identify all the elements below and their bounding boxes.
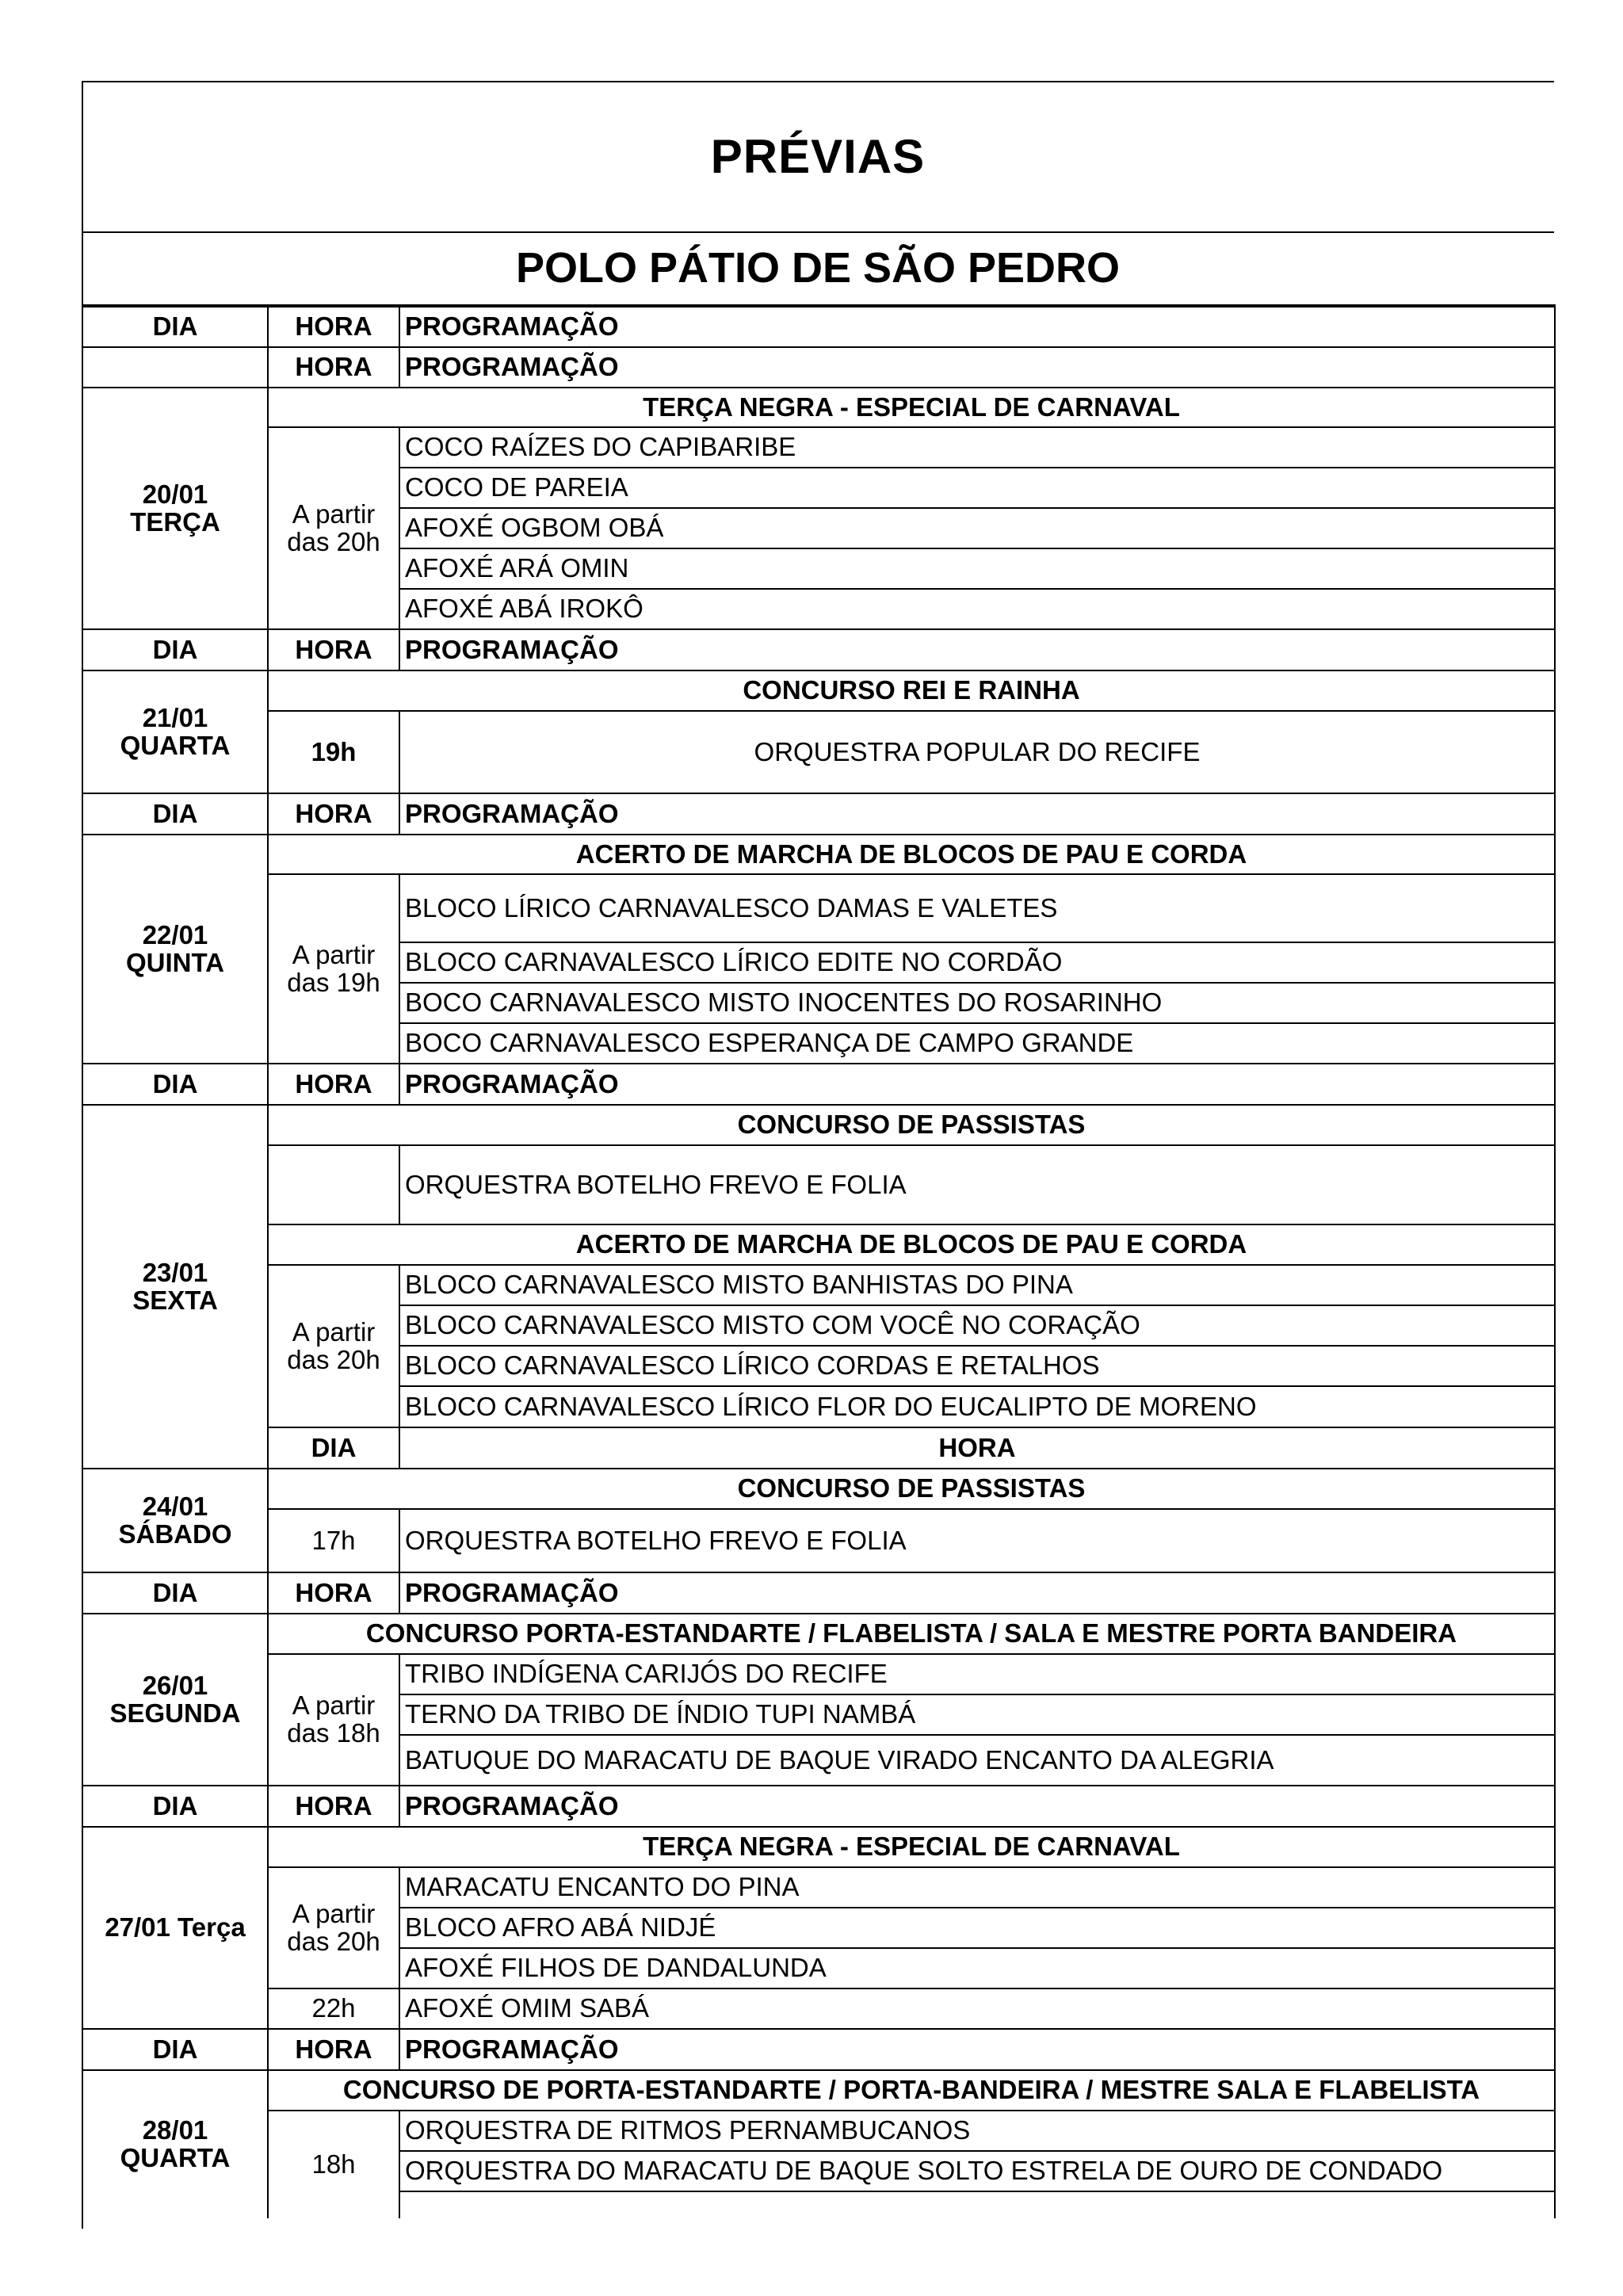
program-item: COCO DE PAREIA xyxy=(399,468,1555,508)
time-line-2: das 19h xyxy=(287,967,380,997)
header-row xyxy=(82,629,1555,670)
day-date: 23/01 xyxy=(142,1257,208,1287)
header-dia: DIA xyxy=(82,629,268,670)
header-programacao: PROGRAMAÇÃO xyxy=(399,347,1555,388)
header-programacao: PROGRAMAÇÃO xyxy=(399,1064,1555,1105)
program-item: AFOXÉ FILHOS DE DANDALUNDA xyxy=(399,1948,1555,1988)
program-item: ORQUESTRA POPULAR DO RECIFE xyxy=(399,711,1555,793)
header-dia: DIA xyxy=(268,1427,399,1469)
header-hora: HORA xyxy=(268,1064,399,1105)
program-item: AFOXÉ ARÁ OMIN xyxy=(399,548,1555,589)
time-line-2: das 20h xyxy=(287,1926,380,1956)
table-row xyxy=(82,1654,1555,1694)
time-line-1: A partir xyxy=(292,1690,376,1721)
header-hora: HORA xyxy=(268,1786,399,1827)
header-dia: DIA xyxy=(82,306,268,347)
event-title: CONCURSO DE PASSISTAS xyxy=(268,1105,1555,1145)
table-row xyxy=(82,2070,1555,2111)
day-cell xyxy=(82,835,268,1064)
schedule-table xyxy=(82,304,1556,2218)
day-date: 20/01 xyxy=(142,479,208,509)
table-row xyxy=(82,1867,1555,1908)
header-row xyxy=(82,1572,1555,1614)
time-line-2: das 20h xyxy=(287,526,380,556)
program-item: AFOXÉ ABÁ IROKÔ xyxy=(399,589,1555,629)
table-row xyxy=(82,427,1555,468)
header-row xyxy=(82,347,1555,388)
header-row xyxy=(82,2029,1555,2070)
header-dia: DIA xyxy=(82,2029,268,2070)
header-hora: HORA xyxy=(268,1572,399,1614)
table-row xyxy=(82,1988,1555,2029)
table-row xyxy=(82,1224,1555,1265)
program-item: ORQUESTRA DO MARACATU DE BAQUE SOLTO ESTRELA DE OURO DE CONDADO xyxy=(399,2151,1555,2191)
program-item: BLOCO LÍRICO CARNAVALESCO DAMAS E VALETES xyxy=(399,874,1555,942)
header-programacao: PROGRAMAÇÃO xyxy=(399,629,1555,670)
program-item: ORQUESTRA BOTELHO FREVO E FOLIA xyxy=(399,1145,1555,1224)
table-row xyxy=(82,1469,1555,1509)
time-cell: 19h xyxy=(268,711,399,793)
program-item: BLOCO AFRO ABÁ NIDJÉ xyxy=(399,1908,1555,1948)
event-title: CONCURSO PORTA-ESTANDARTE / FLABELISTA / SALA E MESTRE PORTA BANDEIRA xyxy=(268,1614,1555,1654)
header-row xyxy=(82,1064,1555,1105)
day-weekday: SÁBADO xyxy=(118,1519,232,1549)
day-weekday: QUARTA xyxy=(120,2143,231,2172)
table-row xyxy=(82,388,1555,427)
day-weekday: SEXTA xyxy=(132,1285,218,1315)
header-programacao: PROGRAMAÇÃO xyxy=(399,306,1555,347)
program-item: TERNO DA TRIBO DE ÍNDIO TUPI NAMBÁ xyxy=(399,1694,1555,1735)
day-cell xyxy=(82,670,268,793)
day-date: 28/01 xyxy=(142,2115,208,2145)
header-hora: HORA xyxy=(268,347,399,388)
table-row xyxy=(82,1265,1555,1305)
table-row xyxy=(82,711,1555,793)
header-hora: HORA xyxy=(268,2029,399,2070)
day-cell xyxy=(82,388,268,629)
day-date: 22/01 xyxy=(142,919,208,949)
table-row xyxy=(82,1827,1555,1867)
header-row xyxy=(82,1427,1555,1469)
program-item xyxy=(399,2191,1555,2218)
time-cell xyxy=(268,427,399,629)
header-dia: DIA xyxy=(82,1572,268,1614)
page-title: PRÉVIAS xyxy=(710,129,926,183)
table-row xyxy=(82,1105,1555,1145)
header-dia: DIA xyxy=(82,793,268,835)
time-cell xyxy=(268,874,399,1064)
time-cell xyxy=(268,1654,399,1786)
program-item: BLOCO CARNAVALESCO LÍRICO FLOR DO EUCALIPTO DE MORENO xyxy=(399,1386,1555,1427)
time-line-1: A partir xyxy=(292,1898,376,1928)
header-programacao: PROGRAMAÇÃO xyxy=(399,793,1555,835)
program-item: ORQUESTRA BOTELHO FREVO E FOLIA xyxy=(399,1509,1555,1572)
header-hora: HORA xyxy=(268,629,399,670)
day-cell xyxy=(82,1614,268,1786)
event-title: CONCURSO DE PASSISTAS xyxy=(268,1469,1555,1509)
event-title: TERÇA NEGRA - ESPECIAL DE CARNAVAL xyxy=(268,388,1555,427)
time-cell xyxy=(268,1867,399,1988)
program-item: AFOXÉ OMIM SABÁ xyxy=(399,1988,1555,2029)
time-cell: 22h xyxy=(268,1988,399,2029)
program-item: BLOCO CARNAVALESCO MISTO BANHISTAS DO PINA xyxy=(399,1265,1555,1305)
header-row xyxy=(82,1786,1555,1827)
program-item: AFOXÉ OGBOM OBÁ xyxy=(399,508,1555,548)
table-row xyxy=(82,874,1555,942)
program-item: COCO RAÍZES DO CAPIBARIBE xyxy=(399,427,1555,468)
program-item: BLOCO CARNAVALESCO MISTO COM VOCÊ NO CORAÇÃO xyxy=(399,1305,1555,1346)
table-row xyxy=(82,1145,1555,1224)
day-cell: 27/01 Terça xyxy=(82,1827,268,2029)
day-weekday: TERÇA xyxy=(130,506,220,537)
table-row xyxy=(82,670,1555,711)
time-cell: 18h xyxy=(268,2111,399,2218)
time-cell: 17h xyxy=(268,1509,399,1572)
event-title: CONCURSO DE PORTA-ESTANDARTE / PORTA-BANDEIRA / MESTRE SALA E FLABELISTA xyxy=(268,2070,1555,2111)
time-cell xyxy=(268,1265,399,1427)
program-item: TRIBO INDÍGENA CARIJÓS DO RECIFE xyxy=(399,1654,1555,1694)
header-programacao: PROGRAMAÇÃO xyxy=(399,1786,1555,1827)
program-item: BOCO CARNAVALESCO MISTO INOCENTES DO ROSARINHO xyxy=(399,983,1555,1023)
header-dia: DIA xyxy=(82,1064,268,1105)
header-dia: DIA xyxy=(82,1786,268,1827)
day-cell xyxy=(82,2070,268,2218)
time-line-1: A partir xyxy=(292,499,376,529)
event-title: TERÇA NEGRA - ESPECIAL DE CARNAVAL xyxy=(268,1827,1555,1867)
header-hora: HORA xyxy=(268,306,399,347)
program-item: BATUQUE DO MARACATU DE BAQUE VIRADO ENCANTO DA ALEGRIA xyxy=(399,1735,1555,1786)
day-date: 26/01 xyxy=(142,1670,208,1700)
program-item: MARACATU ENCANTO DO PINA xyxy=(399,1867,1555,1908)
page-subtitle: POLO PÁTIO DE SÃO PEDRO xyxy=(515,244,1121,292)
header-row xyxy=(82,306,1555,347)
event-title: CONCURSO REI E RAINHA xyxy=(268,670,1555,711)
header-programacao: PROGRAMAÇÃO xyxy=(399,1572,1555,1614)
time-line-1: A partir xyxy=(292,1316,376,1347)
day-date: 21/01 xyxy=(142,702,208,732)
header-row xyxy=(82,793,1555,835)
time-cell-empty xyxy=(268,1145,399,1224)
program-item: BOCO CARNAVALESCO ESPERANÇA DE CAMPO GRANDE xyxy=(399,1023,1555,1064)
program-item: BLOCO CARNAVALESCO LÍRICO CORDAS E RETALHOS xyxy=(399,1346,1555,1386)
table-row xyxy=(82,1614,1555,1654)
day-weekday: QUINTA xyxy=(125,947,225,977)
day-cell xyxy=(82,1105,268,1469)
day-weekday: SEGUNDA xyxy=(109,1698,241,1728)
time-line-1: A partir xyxy=(292,939,376,969)
event-title: ACERTO DE MARCHA DE BLOCOS DE PAU E CORDA xyxy=(268,1224,1555,1265)
program-item: BLOCO CARNAVALESCO LÍRICO EDITE NO CORDÃO xyxy=(399,942,1555,983)
header-hora: HORA xyxy=(268,793,399,835)
table-row xyxy=(82,2111,1555,2151)
table-row xyxy=(82,835,1555,874)
day-weekday: QUARTA xyxy=(120,730,231,760)
program-item: ORQUESTRA DE RITMOS PERNAMBUCANOS xyxy=(399,2111,1555,2151)
time-line-2: das 18h xyxy=(287,1718,380,1748)
day-date: 24/01 xyxy=(142,1491,208,1521)
header-hora: HORA xyxy=(399,1427,1555,1469)
day-cell xyxy=(82,1469,268,1572)
header-programacao: PROGRAMAÇÃO xyxy=(399,2029,1555,2070)
header-dia-empty xyxy=(82,347,268,388)
table-row xyxy=(82,1509,1555,1572)
time-line-2: das 20h xyxy=(287,1344,380,1374)
event-title: ACERTO DE MARCHA DE BLOCOS DE PAU E CORDA xyxy=(268,835,1555,874)
